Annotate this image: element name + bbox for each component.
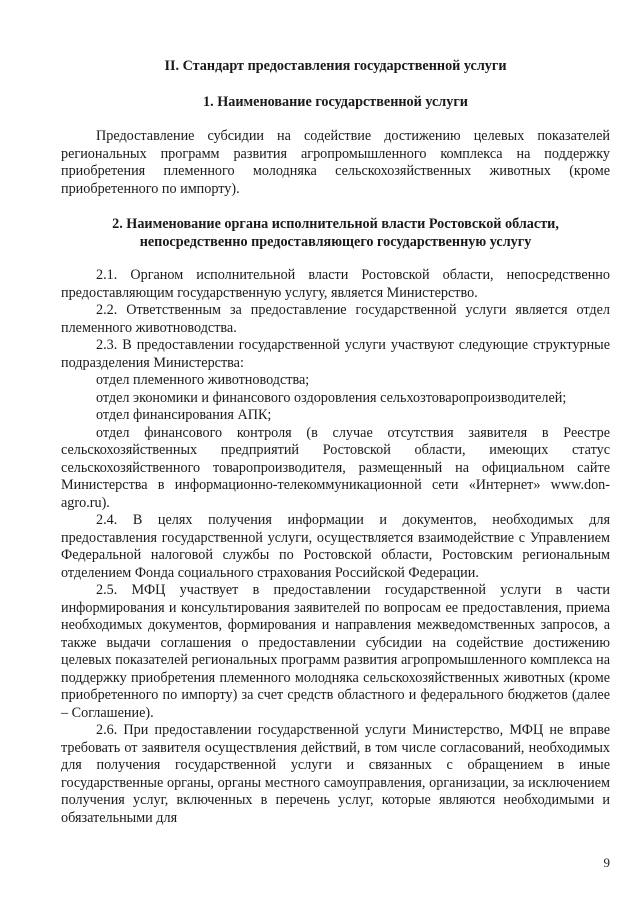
subsection-2-title-line2: непосредственно предоставляющего государственную услугу <box>139 233 532 250</box>
subsection-1-text: Предоставление субсидии на содействие достижению целевых показателей региональных программ развития агропромышленного комплекса на поддержку приобретения племенного молодняка сельскохозяйственных животных (кроме приобретенного по импорту). <box>61 128 610 197</box>
subsection-1-title: 1. Наименование государственной услуги <box>203 93 468 110</box>
paragraph-2-6: 2.6. При предоставлении государственной услуги Министерство, МФЦ не вправе требовать от заявителя осуществления действий, в том числе согласований, необходимых для получения государственной услуги и связанных с обращением в иные государственные органы, органы местного самоуправления, организации, за исключением получения услуг, включенных в перечень услуг, которые являются необходимыми и обязательными для <box>61 722 610 826</box>
section-title: II. Стандарт предоставления государственной услуги <box>164 58 507 74</box>
paragraph-2-3: 2.3. В предоставлении государственной услуги участвуют следующие структурные подразделения Министерства: <box>61 337 610 371</box>
paragraph-2-2: 2.2. Ответственным за предоставление государственной услуги является отдел племенного животноводства. <box>61 302 610 336</box>
list-item-breeding-dept: отдел племенного животноводства; <box>96 372 310 388</box>
paragraph-2-5: 2.5. МФЦ участвует в предоставлении государственной услуги в части информирования и консультирования заявителей по вопросам ее предоставления, приема необходимых документов, формирования и направления межведомственных запросов, а также выдачи соглашения о предоставлении субсидии на содействие достижению целевых показателей региональных программ развития агропромышленного комплекса на поддержку приобретения племенного молодняка сельскохозяйственных животных (кроме приобретенного по импорту) за счет средств областного и федерального бюджетов (далее – Соглашение). <box>61 582 610 721</box>
paragraph-2-4: 2.4. В целях получения информации и документов, необходимых для предоставления государственной услуги, осуществляется взаимодействие с Управлением Федеральной налоговой службы по Ростовской области, Ростовским региональным отделением Фонда социального страхования Российской Федерации. <box>61 512 610 581</box>
subsection-2-title-line1: 2. Наименование органа исполнительной власти Ростовской области, <box>112 216 559 232</box>
paragraph-2-1: 2.1. Органом исполнительной власти Ростовской области, непосредственно предоставляющим государственную услугу, является Министерство. <box>61 267 610 301</box>
list-item-financing-dept: отдел финансирования АПК; <box>96 407 272 423</box>
page-number: 9 <box>603 855 610 870</box>
document-body <box>61 58 610 827</box>
list-item-economics-dept: отдел экономики и финансового оздоровления сельхозтоваропроизводителей; <box>96 389 567 406</box>
list-item-control-dept: отдел финансового контроля (в случае отсутствия заявителя в Реестре сельскохозяйственных предприятий Ростовской области, имеющих статус сельскохозяйственного товаропроизводителя, размещенный на официальном сайте Министерства в информационно-телекоммуникационной сети «Интернет» www.don-agro.ru). <box>61 424 610 511</box>
